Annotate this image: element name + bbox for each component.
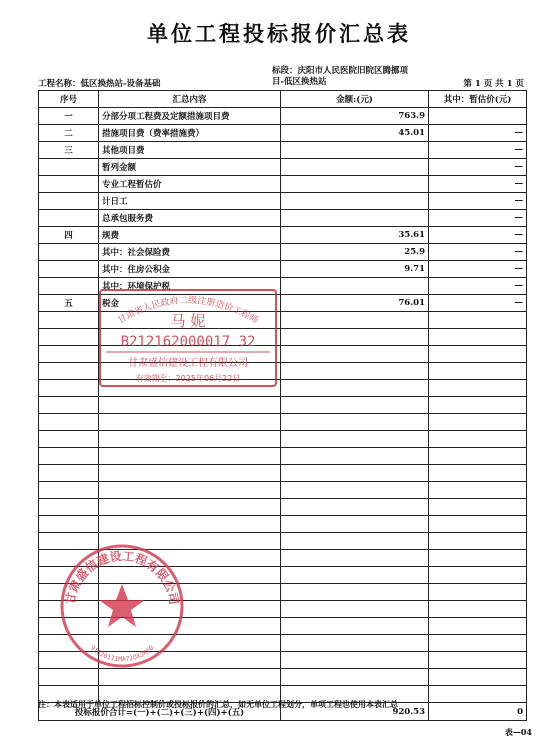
cell-content xyxy=(99,346,281,363)
table-row xyxy=(39,601,527,618)
cell-content xyxy=(99,618,281,635)
cell-estimate xyxy=(429,550,527,567)
cell-estimate xyxy=(429,601,527,618)
table-row xyxy=(39,618,527,635)
cell-seq xyxy=(39,159,99,176)
cell-seq xyxy=(39,414,99,431)
table-row xyxy=(39,414,527,431)
cell-estimate xyxy=(429,584,527,601)
cell-amount xyxy=(281,312,429,329)
total-amount: 920.53 xyxy=(281,703,429,721)
cell-seq: 五 xyxy=(39,295,99,312)
cell-amount xyxy=(281,499,429,516)
cell-seq xyxy=(39,431,99,448)
column-header-content: 汇总内容 xyxy=(99,91,281,108)
summary-table xyxy=(38,90,527,721)
cell-seq xyxy=(39,618,99,635)
table-row xyxy=(39,516,527,533)
cell-content: 其他项目费 xyxy=(99,142,281,159)
svg-text:甘肃省人民政府二级注册造价工程师: 甘肃省人民政府二级注册造价工程师 xyxy=(116,295,260,327)
cell-estimate: — xyxy=(429,159,527,176)
cell-seq xyxy=(39,346,99,363)
cell-estimate xyxy=(429,448,527,465)
cell-amount xyxy=(281,159,429,176)
cell-seq xyxy=(39,635,99,652)
cell-estimate: — xyxy=(429,227,527,244)
table-row xyxy=(39,261,527,278)
cell-content xyxy=(99,652,281,669)
cell-estimate xyxy=(429,346,527,363)
cell-estimate xyxy=(429,652,527,669)
cell-content xyxy=(99,482,281,499)
cell-amount xyxy=(281,193,429,210)
cell-amount xyxy=(281,516,429,533)
cell-seq xyxy=(39,244,99,261)
cell-amount: 9.71 xyxy=(281,261,429,278)
svg-text:马 妮: 马 妮 xyxy=(170,312,206,330)
table-row xyxy=(39,295,527,312)
svg-text:91620111MA72OXJK60: 91620111MA72OXJK60 xyxy=(88,643,156,664)
footer-note: 注：本表适用于单位工程招标控制价或投标报价的汇总，如无单位工程划分，单项工程也使用本表汇总 xyxy=(38,699,398,709)
table-row xyxy=(39,669,527,686)
cell-estimate xyxy=(429,669,527,686)
cell-estimate: — xyxy=(429,278,527,295)
cell-estimate xyxy=(429,108,527,125)
cell-amount xyxy=(281,278,429,295)
cell-content: 分部分项工程费及定额措施项目费 xyxy=(99,108,281,125)
cell-amount xyxy=(281,482,429,499)
page-info: 第 1 页 共 1 页 xyxy=(463,79,524,89)
svg-text:甘肃盛信建设工程有限公司: 甘肃盛信建设工程有限公司 xyxy=(128,358,248,369)
cell-estimate: — xyxy=(429,176,527,193)
cell-amount: 25.9 xyxy=(281,244,429,261)
table-row xyxy=(39,125,527,142)
cell-amount: 45.01 xyxy=(281,125,429,142)
cell-estimate: — xyxy=(429,261,527,278)
cell-seq xyxy=(39,465,99,482)
cell-estimate xyxy=(429,312,527,329)
cell-amount xyxy=(281,397,429,414)
cell-estimate xyxy=(429,431,527,448)
table-row xyxy=(39,142,527,159)
table-row xyxy=(39,193,527,210)
cell-content xyxy=(99,380,281,397)
cell-seq xyxy=(39,482,99,499)
cell-content: 税金 xyxy=(99,295,281,312)
cell-amount xyxy=(281,380,429,397)
cell-content xyxy=(99,550,281,567)
cell-amount: 35.61 xyxy=(281,227,429,244)
cell-estimate xyxy=(429,397,527,414)
cell-content xyxy=(99,584,281,601)
cell-content: 其中：环境保护税 xyxy=(99,278,281,295)
cell-seq xyxy=(39,278,99,295)
table-row xyxy=(39,346,527,363)
page-title: 单位工程投标报价汇总表 xyxy=(147,21,411,46)
cell-content xyxy=(99,414,281,431)
cell-amount xyxy=(281,669,429,686)
cell-seq xyxy=(39,312,99,329)
cell-seq xyxy=(39,448,99,465)
table-row xyxy=(39,499,527,516)
cell-content xyxy=(99,533,281,550)
cell-estimate xyxy=(429,499,527,516)
cell-seq: 一 xyxy=(39,108,99,125)
cell-content xyxy=(99,397,281,414)
section-label: 标段：庆阳市人民医院旧院区腾挪项目-低区换热站 xyxy=(272,66,409,87)
cell-estimate: — xyxy=(429,244,527,261)
cell-amount xyxy=(281,533,429,550)
table-row xyxy=(39,567,527,584)
cell-estimate xyxy=(429,686,527,703)
cell-seq: 四 xyxy=(39,227,99,244)
cell-estimate xyxy=(429,414,527,431)
table-row xyxy=(39,363,527,380)
cell-amount xyxy=(281,567,429,584)
cell-seq xyxy=(39,533,99,550)
cell-content xyxy=(99,431,281,448)
table-row xyxy=(39,550,527,567)
column-header-seq: 序号 xyxy=(39,91,99,108)
cell-amount: 763.9 xyxy=(281,108,429,125)
cell-content: 措施项目费（费率措施费） xyxy=(99,125,281,142)
total-label: 投标报价合计=(一)+(二)+(三)+(四)+(五) xyxy=(39,703,281,721)
cell-estimate xyxy=(429,482,527,499)
cell-seq xyxy=(39,652,99,669)
cell-content xyxy=(99,567,281,584)
cell-seq xyxy=(39,380,99,397)
table-row xyxy=(39,159,527,176)
cell-estimate xyxy=(429,329,527,346)
cell-seq xyxy=(39,669,99,686)
table-row xyxy=(39,278,527,295)
cell-amount xyxy=(281,550,429,567)
table-row xyxy=(39,312,527,329)
cell-estimate xyxy=(429,363,527,380)
svg-text:B212162000017 32: B212162000017 32 xyxy=(120,334,256,350)
cell-estimate xyxy=(429,380,527,397)
cell-amount xyxy=(281,584,429,601)
cell-estimate: — xyxy=(429,193,527,210)
cell-seq xyxy=(39,261,99,278)
cell-content xyxy=(99,465,281,482)
cell-content xyxy=(99,516,281,533)
svg-text:有效期至：2025年06月22日: 有效期至：2025年06月22日 xyxy=(135,374,241,383)
cell-seq: 三 xyxy=(39,142,99,159)
table-row xyxy=(39,108,527,125)
cell-seq xyxy=(39,567,99,584)
svg-text:甘肃盛信建设工程有限公司: 甘肃盛信建设工程有限公司 xyxy=(62,548,182,606)
cell-seq xyxy=(39,397,99,414)
cell-amount xyxy=(281,465,429,482)
cell-estimate: — xyxy=(429,142,527,159)
table-row xyxy=(39,176,527,193)
cell-seq xyxy=(39,193,99,210)
cell-amount xyxy=(281,346,429,363)
cell-content: 总承包服务费 xyxy=(99,210,281,227)
column-header-amount: 金额:(元) xyxy=(281,91,429,108)
cell-seq xyxy=(39,499,99,516)
cell-amount xyxy=(281,142,429,159)
cell-content xyxy=(99,329,281,346)
cell-estimate: — xyxy=(429,210,527,227)
project-name: 工程名称：低区换热站-设备基础 xyxy=(38,79,161,89)
cell-content xyxy=(99,635,281,652)
table-row xyxy=(39,652,527,669)
cell-amount xyxy=(281,601,429,618)
cell-estimate xyxy=(429,635,527,652)
table-row xyxy=(39,380,527,397)
cell-content xyxy=(99,601,281,618)
cell-content: 计日工 xyxy=(99,193,281,210)
table-header-row xyxy=(39,91,527,108)
cell-estimate xyxy=(429,618,527,635)
cell-amount xyxy=(281,176,429,193)
table-row xyxy=(39,210,527,227)
cell-content: 其中：社会保险费 xyxy=(99,244,281,261)
cell-seq xyxy=(39,176,99,193)
table-row xyxy=(39,329,527,346)
cell-content: 专业工程暂估价 xyxy=(99,176,281,193)
cell-amount xyxy=(281,363,429,380)
table-row xyxy=(39,533,527,550)
cell-estimate xyxy=(429,465,527,482)
cell-seq xyxy=(39,584,99,601)
cell-amount xyxy=(281,635,429,652)
cell-estimate: — xyxy=(429,125,527,142)
total-estimate: 0 xyxy=(429,703,527,721)
table-row xyxy=(39,635,527,652)
table-row xyxy=(39,584,527,601)
table-row xyxy=(39,431,527,448)
cell-amount xyxy=(281,210,429,227)
cell-amount xyxy=(281,414,429,431)
table-row xyxy=(39,465,527,482)
cell-content xyxy=(99,448,281,465)
cell-amount xyxy=(281,448,429,465)
cell-content xyxy=(99,363,281,380)
cell-content: 其中：住房公积金 xyxy=(99,261,281,278)
cell-seq xyxy=(39,516,99,533)
table-row xyxy=(39,397,527,414)
form-code: 表—04 xyxy=(504,727,532,737)
cell-amount xyxy=(281,329,429,346)
cell-estimate xyxy=(429,533,527,550)
cell-seq xyxy=(39,210,99,227)
cell-content xyxy=(99,312,281,329)
cell-seq xyxy=(39,329,99,346)
cell-content xyxy=(99,499,281,516)
cell-estimate xyxy=(429,567,527,584)
table-row xyxy=(39,244,527,261)
cell-content: 规费 xyxy=(99,227,281,244)
cell-content xyxy=(99,669,281,686)
cell-estimate: — xyxy=(429,295,527,312)
cell-estimate xyxy=(429,516,527,533)
cell-seq xyxy=(39,550,99,567)
cell-amount xyxy=(281,431,429,448)
cell-amount xyxy=(281,618,429,635)
cell-seq xyxy=(39,363,99,380)
column-header-estimate: 其中：暂估价(元) xyxy=(429,91,527,108)
cell-seq: 二 xyxy=(39,125,99,142)
cell-amount: 76.01 xyxy=(281,295,429,312)
cell-amount xyxy=(281,652,429,669)
cell-seq xyxy=(39,601,99,618)
table-row xyxy=(39,227,527,244)
table-row xyxy=(39,482,527,499)
table-row xyxy=(39,448,527,465)
cell-content: 暂列金额 xyxy=(99,159,281,176)
